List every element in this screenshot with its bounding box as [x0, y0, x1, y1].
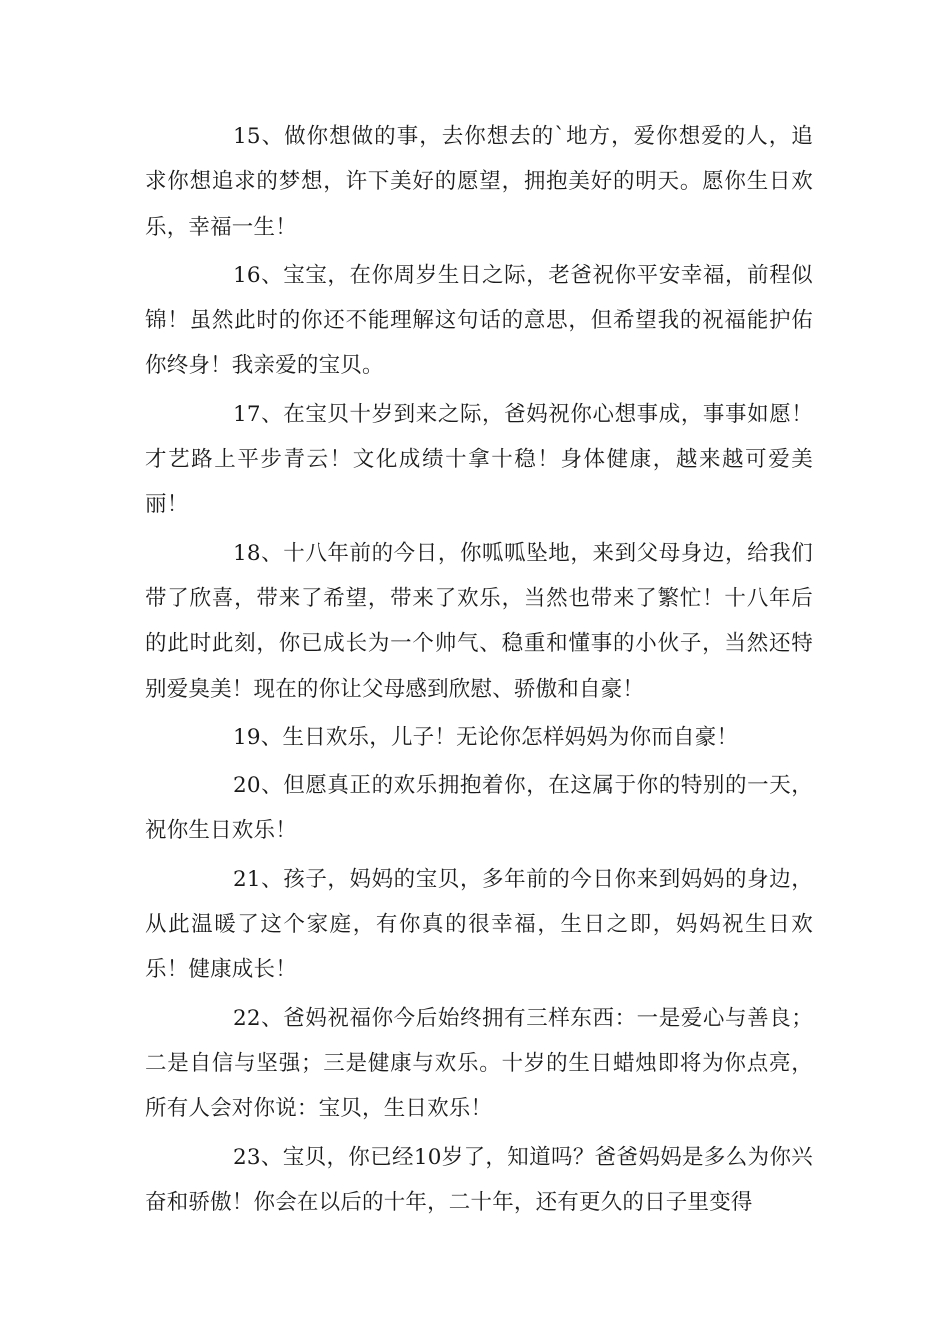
paragraph-20: 20、但愿真正的欢乐拥抱着你，在这属于你的特别的一天，祝你生日欢乐！	[145, 773, 813, 844]
document-body	[145, 114, 813, 1228]
paragraph-21: 21、孩子，妈妈的宝贝，多年前的今日你来到妈妈的身边，从此温暖了这个家庭，有你真的很幸福，生日之即，妈妈祝生日欢乐！健康成长！	[145, 866, 813, 983]
paragraph-18: 18、十八年前的今日，你呱呱坠地，来到父母身边，给我们带了欣喜，带来了希望，带来了欢乐，当然也带来了繁忙！十八年后的此时此刻，你已成长为一个帅气、稳重和懂事的小伙子，当然还特别爱臭美！现在的你让父母感到欣慰、骄傲和自豪！	[145, 540, 813, 702]
paragraph-15: 15、做你想做的事，去你想去的`地方，爱你想爱的人，追求你想追求的梦想，许下美好的愿望，拥抱美好的明天。愿你生日欢乐，幸福一生！	[145, 124, 813, 240]
paragraph-22: 22、爸妈祝福你今后始终拥有三样东西：一是爱心与善良；二是自信与坚强；三是健康与欢乐。十岁的生日蜡烛即将为你点亮，所有人会对你说：宝贝，生日欢乐！	[145, 1005, 813, 1122]
paragraph-19: 19、生日欢乐，儿子！无论你怎样妈妈为你而自豪！	[233, 724, 739, 750]
paragraph-23: 23、宝贝，你已经10岁了，知道吗？爸爸妈妈是多么为你兴奋和骄傲！你会在以后的十年，二十年，还有更久的日子里变得	[145, 1144, 813, 1215]
paragraph-16: 16、宝宝，在你周岁生日之际，老爸祝你平安幸福，前程似锦！虽然此时的你还不能理解这句话的意思，但希望我的祝福能护佑你终身！我亲爱的宝贝。	[145, 262, 813, 379]
paragraph-17: 17、在宝贝十岁到来之际，爸妈祝你心想事成，事事如愿！才艺路上平步青云！文化成绩十拿十稳！身体健康，越来越可爱美丽！	[145, 401, 813, 518]
